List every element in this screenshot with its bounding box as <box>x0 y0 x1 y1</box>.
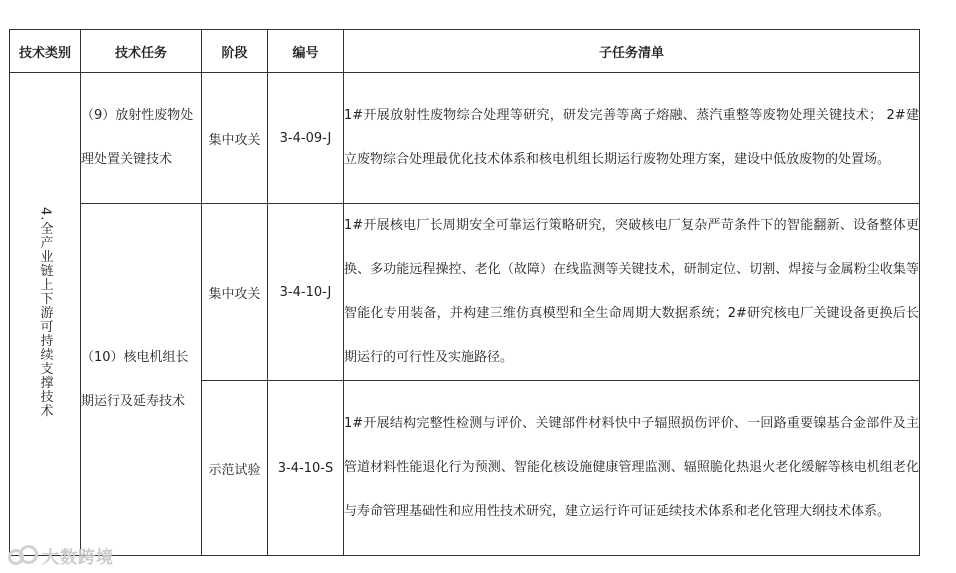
header-category: 技术类别 <box>10 30 81 73</box>
code-cell: 3-4-10-J <box>268 204 344 381</box>
subtask-cell: 1#开展结构完整性检测与评价、关键部件材料快中子辐照损伤评价、一回路重要镍基合金部件及主管道材料性能退化行为预测、智能化核设施健康管理监测、辐照脆化热退火老化缓解等核电机组老化与寿命管理基础性和应用性技术研究，建立运行许可证延续技术体系和老化管理大纲技术体系。 <box>344 381 920 556</box>
header-task: 技术任务 <box>81 30 202 73</box>
tech-task-table <box>9 29 920 556</box>
category-label: 4.全产业链上下游可持续支撑技术 <box>37 206 53 418</box>
header-code: 编号 <box>268 30 344 73</box>
stage-cell: 集中攻关 <box>202 73 268 204</box>
table-row <box>10 73 920 204</box>
header-stage: 阶段 <box>202 30 268 73</box>
watermark <box>8 543 114 568</box>
watermark-text: 大数跨境 <box>42 548 114 568</box>
stage-cell: 集中攻关 <box>202 204 268 381</box>
category-cell <box>10 73 81 556</box>
code-cell: 3-4-09-J <box>268 73 344 204</box>
stage-cell: 示范试验 <box>202 381 268 556</box>
watermark-logo-icon <box>8 545 38 567</box>
header-row <box>10 30 920 73</box>
task-cell: （10）核电机组长期运行及延寿技术 <box>81 204 202 556</box>
header-subtasks: 子任务清单 <box>344 30 920 73</box>
code-cell: 3-4-10-S <box>268 381 344 556</box>
table-row <box>10 204 920 381</box>
task-cell: （9）放射性废物处理处置关键技术 <box>81 73 202 204</box>
subtask-cell: 1#开展核电厂长周期安全可靠运行策略研究，突破核电厂复杂严苛条件下的智能翻新、设备整体更换、多功能远程操控、老化（故障）在线监测等关键技术，研制定位、切割、焊接与金属粉尘收集等智能化专用装备，并构建三维仿真模型和全生命周期大数据系统；2#研究核电厂关键设备更换后长期运行的可行性及实施路径。 <box>344 204 920 381</box>
subtask-cell: 1#开展放射性废物综合处理等研究，研发完善等离子熔融、蒸汽重整等废物处理关键技术； 2#建立废物综合处理最优化技术体系和核电机组长期运行废物处理方案，建设中低放废物的处置场。 <box>344 73 920 204</box>
